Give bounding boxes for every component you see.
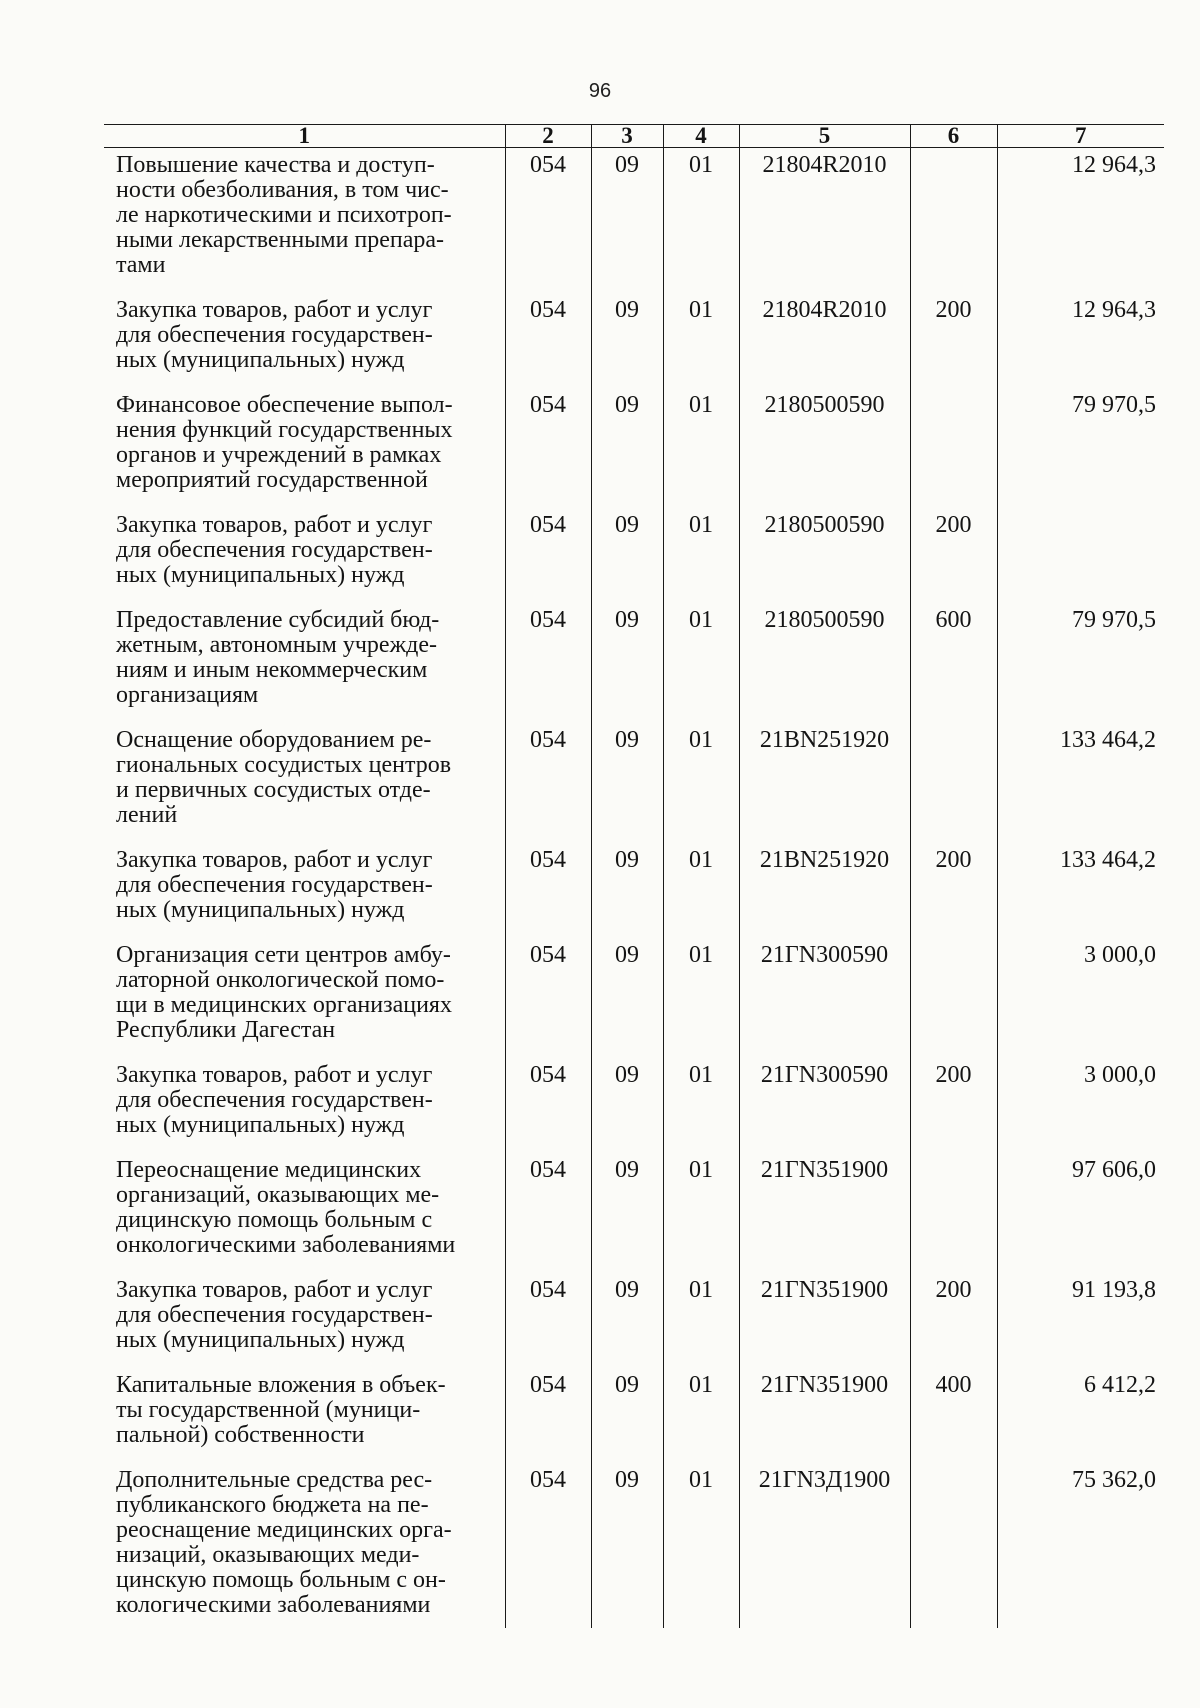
cell-code-2: 054 xyxy=(505,293,591,388)
row-description: Капитальные вложения в объек- ты государственной (муници- пальной) собственности xyxy=(116,1372,446,1448)
cell-code-5: 21804R2010 xyxy=(739,293,910,388)
cell-code-3: 09 xyxy=(591,1153,663,1273)
cell-code-3: 09 xyxy=(591,723,663,843)
header-cell-7: 7 xyxy=(997,125,1164,148)
table-row xyxy=(104,1273,1164,1368)
cell-code-2: 054 xyxy=(505,508,591,603)
cell-code-4: 01 xyxy=(663,508,739,603)
budget-table xyxy=(104,124,1164,1628)
table-row xyxy=(104,148,1164,294)
header-cell-5: 5 xyxy=(739,125,910,148)
cell-code-2: 054 xyxy=(505,938,591,1058)
cell-code-3: 09 xyxy=(591,388,663,508)
cell-code-3: 09 xyxy=(591,843,663,938)
cell-amount: 75 362,0 xyxy=(997,1463,1164,1628)
cell-code-6 xyxy=(910,938,997,1058)
header-cell-6: 6 xyxy=(910,125,997,148)
table-row xyxy=(104,723,1164,843)
cell-code-6 xyxy=(910,388,997,508)
cell-code-6 xyxy=(910,1153,997,1273)
cell-code-4: 01 xyxy=(663,723,739,843)
header-cell-4: 4 xyxy=(663,125,739,148)
row-description: Предоставление субсидий бюд- жетным, автономным учрежде- ниям и иным некоммерческим организациям xyxy=(116,607,440,708)
cell-code-5: 2180500590 xyxy=(739,388,910,508)
cell-code-6 xyxy=(910,1463,997,1628)
row-description: Переоснащение медицинских организаций, оказывающих ме- дицинскую помощь больным с онкологическими заболеваниями xyxy=(116,1157,456,1258)
cell-code-2: 054 xyxy=(505,843,591,938)
row-description: Повышение качества и доступ- ности обезболивания, в том чис- ле наркотическими и психотроп- ными лекарственными препара- тами xyxy=(116,152,452,278)
cell-code-2: 054 xyxy=(505,603,591,723)
row-description: Дополнительные средства рес- публиканского бюджета на пе- реоснащение медицинских орга- низаций, оказывающих меди- цинскую помощь больным с он- кологическими заболеваниями xyxy=(116,1467,452,1618)
cell-code-4: 01 xyxy=(663,1368,739,1463)
row-description: Оснащение оборудованием ре- гиональных сосудистых центров и первичных сосудистых отде- лений xyxy=(116,727,452,828)
table-row xyxy=(104,938,1164,1058)
cell-code-2: 054 xyxy=(505,1463,591,1628)
cell-code-6 xyxy=(910,723,997,843)
cell-code-4: 01 xyxy=(663,938,739,1058)
cell-amount xyxy=(997,508,1164,603)
cell-code-6: 200 xyxy=(910,293,997,388)
cell-code-2: 054 xyxy=(505,723,591,843)
cell-code-2: 054 xyxy=(505,1058,591,1153)
row-description: Закупка товаров, работ и услуг для обеспечения государствен- ных (муниципальных) нужд xyxy=(116,297,433,373)
row-description: Организация сети центров амбу- латорной онкологической помо- щи в медицинских организациях Республики Дагестан xyxy=(116,942,452,1043)
cell-code-3: 09 xyxy=(591,1368,663,1463)
row-description: Закупка товаров, работ и услуг для обеспечения государствен- ных (муниципальных) нужд xyxy=(116,847,433,923)
table-row xyxy=(104,293,1164,388)
cell-amount: 6 412,2 xyxy=(997,1368,1164,1463)
cell-amount: 97 606,0 xyxy=(997,1153,1164,1273)
cell-amount: 3 000,0 xyxy=(997,938,1164,1058)
cell-amount: 79 970,5 xyxy=(997,388,1164,508)
cell-code-4: 01 xyxy=(663,293,739,388)
cell-code-2: 054 xyxy=(505,1273,591,1368)
table-body xyxy=(104,148,1164,1629)
row-description: Закупка товаров, работ и услуг для обеспечения государствен- ных (муниципальных) нужд xyxy=(116,1277,433,1353)
cell-code-5: 21ГN351900 xyxy=(739,1368,910,1463)
row-description: Финансовое обеспечение выпол- нения функций государственных органов и учреждений в рамках мероприятий государственной xyxy=(116,392,453,493)
cell-code-6: 200 xyxy=(910,1058,997,1153)
header-cell-2: 2 xyxy=(505,125,591,148)
table-row xyxy=(104,508,1164,603)
cell-code-3: 09 xyxy=(591,603,663,723)
cell-code-5: 21804R2010 xyxy=(739,148,910,294)
header-row xyxy=(104,125,1164,148)
row-description: Закупка товаров, работ и услуг для обеспечения государствен- ных (муниципальных) нужд xyxy=(116,1062,433,1138)
cell-code-5: 2180500590 xyxy=(739,603,910,723)
cell-code-5: 21ГN300590 xyxy=(739,1058,910,1153)
header-cell-3: 3 xyxy=(591,125,663,148)
table-row xyxy=(104,1368,1164,1463)
cell-code-3: 09 xyxy=(591,938,663,1058)
cell-code-3: 09 xyxy=(591,508,663,603)
cell-code-3: 09 xyxy=(591,148,663,294)
cell-code-5: 2180500590 xyxy=(739,508,910,603)
cell-code-4: 01 xyxy=(663,843,739,938)
cell-code-5: 21ГN3Д1900 xyxy=(739,1463,910,1628)
page-number: 96 xyxy=(588,80,612,102)
cell-amount: 133 464,2 xyxy=(997,843,1164,938)
table-row xyxy=(104,603,1164,723)
cell-code-4: 01 xyxy=(663,1463,739,1628)
cell-code-4: 01 xyxy=(663,388,739,508)
cell-code-4: 01 xyxy=(663,1058,739,1153)
header-cell-1: 1 xyxy=(104,125,505,148)
cell-code-4: 01 xyxy=(663,1273,739,1368)
cell-amount: 79 970,5 xyxy=(997,603,1164,723)
cell-code-6: 400 xyxy=(910,1368,997,1463)
cell-code-6: 600 xyxy=(910,603,997,723)
row-description: Закупка товаров, работ и услуг для обеспечения государствен- ных (муниципальных) нужд xyxy=(116,512,433,588)
cell-amount: 12 964,3 xyxy=(997,148,1164,294)
cell-code-3: 09 xyxy=(591,293,663,388)
cell-code-2: 054 xyxy=(505,1368,591,1463)
cell-amount: 12 964,3 xyxy=(997,293,1164,388)
cell-code-6 xyxy=(910,148,997,294)
cell-code-2: 054 xyxy=(505,1153,591,1273)
cell-code-5: 21BN251920 xyxy=(739,843,910,938)
cell-code-5: 21ГN351900 xyxy=(739,1153,910,1273)
cell-code-5: 21ГN351900 xyxy=(739,1273,910,1368)
cell-code-6: 200 xyxy=(910,1273,997,1368)
table-row xyxy=(104,388,1164,508)
table-row xyxy=(104,843,1164,938)
cell-code-5: 21ГN300590 xyxy=(739,938,910,1058)
cell-code-5: 21BN251920 xyxy=(739,723,910,843)
cell-code-6: 200 xyxy=(910,843,997,938)
cell-code-4: 01 xyxy=(663,148,739,294)
cell-amount: 133 464,2 xyxy=(997,723,1164,843)
cell-amount: 91 193,8 xyxy=(997,1273,1164,1368)
cell-amount: 3 000,0 xyxy=(997,1058,1164,1153)
cell-code-2: 054 xyxy=(505,148,591,294)
cell-code-3: 09 xyxy=(591,1058,663,1153)
cell-code-6: 200 xyxy=(910,508,997,603)
cell-code-2: 054 xyxy=(505,388,591,508)
table-row xyxy=(104,1153,1164,1273)
cell-code-3: 09 xyxy=(591,1273,663,1368)
cell-code-3: 09 xyxy=(591,1463,663,1628)
cell-code-4: 01 xyxy=(663,603,739,723)
table-row xyxy=(104,1463,1164,1628)
cell-code-4: 01 xyxy=(663,1153,739,1273)
table-row xyxy=(104,1058,1164,1153)
